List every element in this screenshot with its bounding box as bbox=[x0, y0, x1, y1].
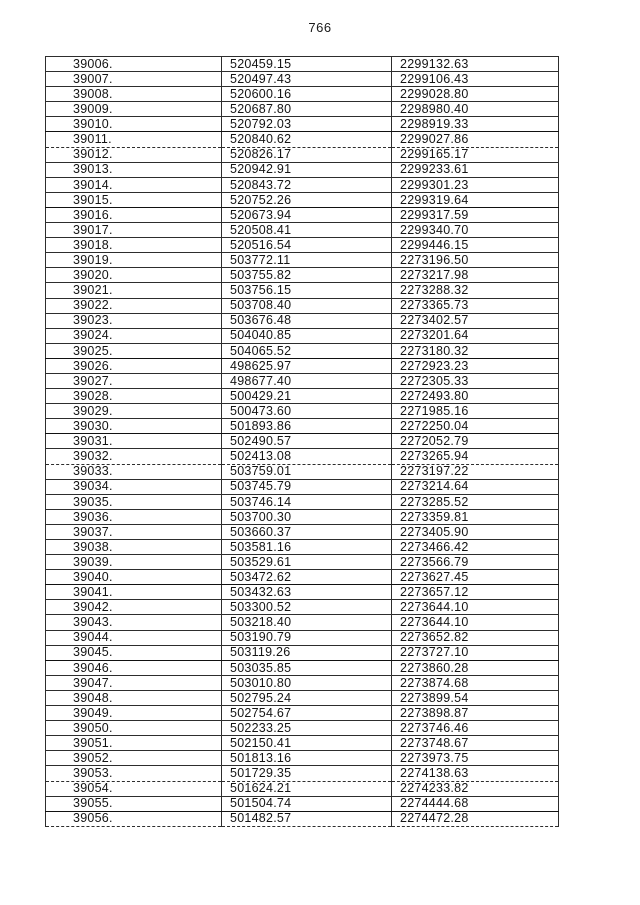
row-number-cell: 39030. bbox=[46, 419, 222, 434]
y-coordinate-cell: 2273214.64 bbox=[392, 479, 559, 494]
y-coordinate-cell: 2299446.15 bbox=[392, 238, 559, 253]
table-row bbox=[46, 298, 559, 313]
y-coordinate-cell: 2273405.90 bbox=[392, 524, 559, 539]
row-number-cell: 39038. bbox=[46, 540, 222, 555]
row-number-cell: 39042. bbox=[46, 600, 222, 615]
y-coordinate-cell: 2273201.64 bbox=[392, 328, 559, 343]
row-number-cell: 39028. bbox=[46, 389, 222, 404]
page-number: 766 bbox=[308, 20, 332, 35]
x-coordinate-cell: 503529.61 bbox=[222, 555, 392, 570]
x-coordinate-cell: 520459.15 bbox=[222, 57, 392, 72]
row-number-cell: 39043. bbox=[46, 615, 222, 630]
y-coordinate-cell: 2273285.52 bbox=[392, 494, 559, 509]
table-row bbox=[46, 343, 559, 358]
y-coordinate-cell: 2274138.63 bbox=[392, 766, 559, 781]
row-number-cell: 39007. bbox=[46, 72, 222, 87]
row-number-cell: 39024. bbox=[46, 328, 222, 343]
table-row bbox=[46, 615, 559, 630]
table-row bbox=[46, 117, 559, 132]
table-row bbox=[46, 404, 559, 419]
x-coordinate-cell: 498625.97 bbox=[222, 358, 392, 373]
row-number-cell: 39051. bbox=[46, 736, 222, 751]
table-row bbox=[46, 238, 559, 253]
y-coordinate-cell: 2299340.70 bbox=[392, 223, 559, 238]
table-row bbox=[46, 570, 559, 585]
y-coordinate-cell: 2298980.40 bbox=[392, 102, 559, 117]
y-coordinate-cell: 2273627.45 bbox=[392, 570, 559, 585]
row-number-cell: 39016. bbox=[46, 207, 222, 222]
x-coordinate-cell: 502490.57 bbox=[222, 434, 392, 449]
x-coordinate-cell: 502795.24 bbox=[222, 690, 392, 705]
x-coordinate-cell: 520687.80 bbox=[222, 102, 392, 117]
table-row bbox=[46, 660, 559, 675]
x-coordinate-cell: 503432.63 bbox=[222, 585, 392, 600]
y-coordinate-cell: 2299301.23 bbox=[392, 177, 559, 192]
x-coordinate-cell: 503755.82 bbox=[222, 268, 392, 283]
row-number-cell: 39027. bbox=[46, 373, 222, 388]
row-number-cell: 39026. bbox=[46, 358, 222, 373]
x-coordinate-cell: 501813.16 bbox=[222, 751, 392, 766]
x-coordinate-cell: 520840.62 bbox=[222, 132, 392, 147]
y-coordinate-cell: 2299027.86 bbox=[392, 132, 559, 147]
x-coordinate-cell: 520792.03 bbox=[222, 117, 392, 132]
y-coordinate-cell: 2274233.82 bbox=[392, 781, 559, 796]
row-number-cell: 39048. bbox=[46, 690, 222, 705]
row-number-cell: 39033. bbox=[46, 464, 222, 479]
x-coordinate-cell: 501482.57 bbox=[222, 811, 392, 826]
y-coordinate-cell: 2299132.63 bbox=[392, 57, 559, 72]
table-row bbox=[46, 434, 559, 449]
x-coordinate-cell: 500429.21 bbox=[222, 389, 392, 404]
row-number-cell: 39039. bbox=[46, 555, 222, 570]
x-coordinate-cell: 500473.60 bbox=[222, 404, 392, 419]
row-number-cell: 39025. bbox=[46, 343, 222, 358]
row-number-cell: 39029. bbox=[46, 404, 222, 419]
y-coordinate-cell: 2273899.54 bbox=[392, 690, 559, 705]
y-coordinate-cell: 2299319.64 bbox=[392, 192, 559, 207]
row-number-cell: 39036. bbox=[46, 509, 222, 524]
table-row bbox=[46, 177, 559, 192]
x-coordinate-cell: 503745.79 bbox=[222, 479, 392, 494]
table-row bbox=[46, 721, 559, 736]
row-number-cell: 39022. bbox=[46, 298, 222, 313]
x-coordinate-cell: 504065.52 bbox=[222, 343, 392, 358]
row-number-cell: 39032. bbox=[46, 449, 222, 464]
table-row bbox=[46, 72, 559, 87]
x-coordinate-cell: 502754.67 bbox=[222, 706, 392, 721]
row-number-cell: 39013. bbox=[46, 162, 222, 177]
table-row bbox=[46, 449, 559, 464]
x-coordinate-cell: 520752.26 bbox=[222, 192, 392, 207]
table-row bbox=[46, 781, 559, 796]
y-coordinate-cell: 2273644.10 bbox=[392, 615, 559, 630]
table-row bbox=[46, 223, 559, 238]
x-coordinate-cell: 503190.79 bbox=[222, 630, 392, 645]
y-coordinate-cell: 2273860.28 bbox=[392, 660, 559, 675]
x-coordinate-cell: 520508.41 bbox=[222, 223, 392, 238]
y-coordinate-cell: 2272493.80 bbox=[392, 389, 559, 404]
y-coordinate-cell: 2273657.12 bbox=[392, 585, 559, 600]
row-number-cell: 39006. bbox=[46, 57, 222, 72]
x-coordinate-cell: 503300.52 bbox=[222, 600, 392, 615]
y-coordinate-cell: 2272052.79 bbox=[392, 434, 559, 449]
y-coordinate-cell: 2273652.82 bbox=[392, 630, 559, 645]
table-row bbox=[46, 540, 559, 555]
y-coordinate-cell: 2273265.94 bbox=[392, 449, 559, 464]
table-row bbox=[46, 751, 559, 766]
table-row bbox=[46, 811, 559, 826]
table-row bbox=[46, 479, 559, 494]
row-number-cell: 39044. bbox=[46, 630, 222, 645]
coordinates-table-body bbox=[46, 57, 559, 827]
x-coordinate-cell: 503035.85 bbox=[222, 660, 392, 675]
table-row bbox=[46, 630, 559, 645]
y-coordinate-cell: 2272250.04 bbox=[392, 419, 559, 434]
x-coordinate-cell: 520673.94 bbox=[222, 207, 392, 222]
row-number-cell: 39037. bbox=[46, 524, 222, 539]
y-coordinate-cell: 2299233.61 bbox=[392, 162, 559, 177]
row-number-cell: 39010. bbox=[46, 117, 222, 132]
table-row bbox=[46, 162, 559, 177]
y-coordinate-cell: 2273727.10 bbox=[392, 645, 559, 660]
y-coordinate-cell: 2299106.43 bbox=[392, 72, 559, 87]
row-number-cell: 39049. bbox=[46, 706, 222, 721]
y-coordinate-cell: 2273748.67 bbox=[392, 736, 559, 751]
row-number-cell: 39023. bbox=[46, 313, 222, 328]
table-row bbox=[46, 102, 559, 117]
x-coordinate-cell: 502233.25 bbox=[222, 721, 392, 736]
table-row bbox=[46, 675, 559, 690]
table-row bbox=[46, 796, 559, 811]
y-coordinate-cell: 2273973.75 bbox=[392, 751, 559, 766]
table-row bbox=[46, 192, 559, 207]
y-coordinate-cell: 2273566.79 bbox=[392, 555, 559, 570]
y-coordinate-cell: 2271985.16 bbox=[392, 404, 559, 419]
row-number-cell: 39047. bbox=[46, 675, 222, 690]
x-coordinate-cell: 503772.11 bbox=[222, 253, 392, 268]
row-number-cell: 39052. bbox=[46, 751, 222, 766]
table-row bbox=[46, 207, 559, 222]
row-number-cell: 39009. bbox=[46, 102, 222, 117]
row-number-cell: 39040. bbox=[46, 570, 222, 585]
row-number-cell: 39008. bbox=[46, 87, 222, 102]
row-number-cell: 39014. bbox=[46, 177, 222, 192]
x-coordinate-cell: 520516.54 bbox=[222, 238, 392, 253]
y-coordinate-cell: 2273180.32 bbox=[392, 343, 559, 358]
table-row bbox=[46, 645, 559, 660]
row-number-cell: 39031. bbox=[46, 434, 222, 449]
y-coordinate-cell: 2273644.10 bbox=[392, 600, 559, 615]
x-coordinate-cell: 503746.14 bbox=[222, 494, 392, 509]
table-row bbox=[46, 253, 559, 268]
x-coordinate-cell: 503660.37 bbox=[222, 524, 392, 539]
x-coordinate-cell: 502150.41 bbox=[222, 736, 392, 751]
table-row bbox=[46, 132, 559, 147]
x-coordinate-cell: 503700.30 bbox=[222, 509, 392, 524]
table-row bbox=[46, 419, 559, 434]
table-row bbox=[46, 87, 559, 102]
row-number-cell: 39018. bbox=[46, 238, 222, 253]
y-coordinate-cell: 2273365.73 bbox=[392, 298, 559, 313]
table-row bbox=[46, 555, 559, 570]
table-row bbox=[46, 690, 559, 705]
x-coordinate-cell: 520497.43 bbox=[222, 72, 392, 87]
x-coordinate-cell: 520942.91 bbox=[222, 162, 392, 177]
x-coordinate-cell: 503676.48 bbox=[222, 313, 392, 328]
x-coordinate-cell: 503756.15 bbox=[222, 283, 392, 298]
x-coordinate-cell: 503581.16 bbox=[222, 540, 392, 555]
y-coordinate-cell: 2274444.68 bbox=[392, 796, 559, 811]
row-number-cell: 39020. bbox=[46, 268, 222, 283]
row-number-cell: 39055. bbox=[46, 796, 222, 811]
x-coordinate-cell: 520826.17 bbox=[222, 147, 392, 162]
y-coordinate-cell: 2273288.32 bbox=[392, 283, 559, 298]
table-row bbox=[46, 147, 559, 162]
y-coordinate-cell: 2273217.98 bbox=[392, 268, 559, 283]
y-coordinate-cell: 2272923.23 bbox=[392, 358, 559, 373]
y-coordinate-cell: 2299165.17 bbox=[392, 147, 559, 162]
row-number-cell: 39019. bbox=[46, 253, 222, 268]
table-row bbox=[46, 524, 559, 539]
x-coordinate-cell: 502413.08 bbox=[222, 449, 392, 464]
x-coordinate-cell: 501504.74 bbox=[222, 796, 392, 811]
table-row bbox=[46, 600, 559, 615]
x-coordinate-cell: 501893.86 bbox=[222, 419, 392, 434]
x-coordinate-cell: 503119.26 bbox=[222, 645, 392, 660]
row-number-cell: 39035. bbox=[46, 494, 222, 509]
y-coordinate-cell: 2273874.68 bbox=[392, 675, 559, 690]
y-coordinate-cell: 2273196.50 bbox=[392, 253, 559, 268]
y-coordinate-cell: 2299028.80 bbox=[392, 87, 559, 102]
y-coordinate-cell: 2272305.33 bbox=[392, 373, 559, 388]
y-coordinate-cell: 2273466.42 bbox=[392, 540, 559, 555]
table-row bbox=[46, 509, 559, 524]
row-number-cell: 39015. bbox=[46, 192, 222, 207]
row-number-cell: 39054. bbox=[46, 781, 222, 796]
y-coordinate-cell: 2274472.28 bbox=[392, 811, 559, 826]
y-coordinate-cell: 2273898.87 bbox=[392, 706, 559, 721]
x-coordinate-cell: 520843.72 bbox=[222, 177, 392, 192]
x-coordinate-cell: 503708.40 bbox=[222, 298, 392, 313]
table-row bbox=[46, 494, 559, 509]
table-row bbox=[46, 283, 559, 298]
table-row bbox=[46, 464, 559, 479]
row-number-cell: 39056. bbox=[46, 811, 222, 826]
x-coordinate-cell: 503759.01 bbox=[222, 464, 392, 479]
table-row bbox=[46, 706, 559, 721]
x-coordinate-cell: 501729.35 bbox=[222, 766, 392, 781]
table-row bbox=[46, 389, 559, 404]
row-number-cell: 39041. bbox=[46, 585, 222, 600]
row-number-cell: 39034. bbox=[46, 479, 222, 494]
table-row bbox=[46, 328, 559, 343]
table-row bbox=[46, 766, 559, 781]
y-coordinate-cell: 2273197.22 bbox=[392, 464, 559, 479]
table-row bbox=[46, 736, 559, 751]
row-number-cell: 39021. bbox=[46, 283, 222, 298]
x-coordinate-cell: 504040.85 bbox=[222, 328, 392, 343]
x-coordinate-cell: 503218.40 bbox=[222, 615, 392, 630]
row-number-cell: 39011. bbox=[46, 132, 222, 147]
y-coordinate-cell: 2273402.57 bbox=[392, 313, 559, 328]
row-number-cell: 39046. bbox=[46, 660, 222, 675]
table-row bbox=[46, 268, 559, 283]
y-coordinate-cell: 2299317.59 bbox=[392, 207, 559, 222]
row-number-cell: 39050. bbox=[46, 721, 222, 736]
x-coordinate-cell: 503010.80 bbox=[222, 675, 392, 690]
y-coordinate-cell: 2298919.33 bbox=[392, 117, 559, 132]
row-number-cell: 39053. bbox=[46, 766, 222, 781]
table-row bbox=[46, 373, 559, 388]
y-coordinate-cell: 2273746.46 bbox=[392, 721, 559, 736]
row-number-cell: 39012. bbox=[46, 147, 222, 162]
x-coordinate-cell: 498677.40 bbox=[222, 373, 392, 388]
x-coordinate-cell: 501624.21 bbox=[222, 781, 392, 796]
table-row bbox=[46, 585, 559, 600]
row-number-cell: 39017. bbox=[46, 223, 222, 238]
row-number-cell: 39045. bbox=[46, 645, 222, 660]
table-row bbox=[46, 57, 559, 72]
table-row bbox=[46, 313, 559, 328]
table-row bbox=[46, 358, 559, 373]
y-coordinate-cell: 2273359.81 bbox=[392, 509, 559, 524]
x-coordinate-cell: 503472.62 bbox=[222, 570, 392, 585]
coordinates-table bbox=[45, 56, 559, 827]
x-coordinate-cell: 520600.16 bbox=[222, 87, 392, 102]
